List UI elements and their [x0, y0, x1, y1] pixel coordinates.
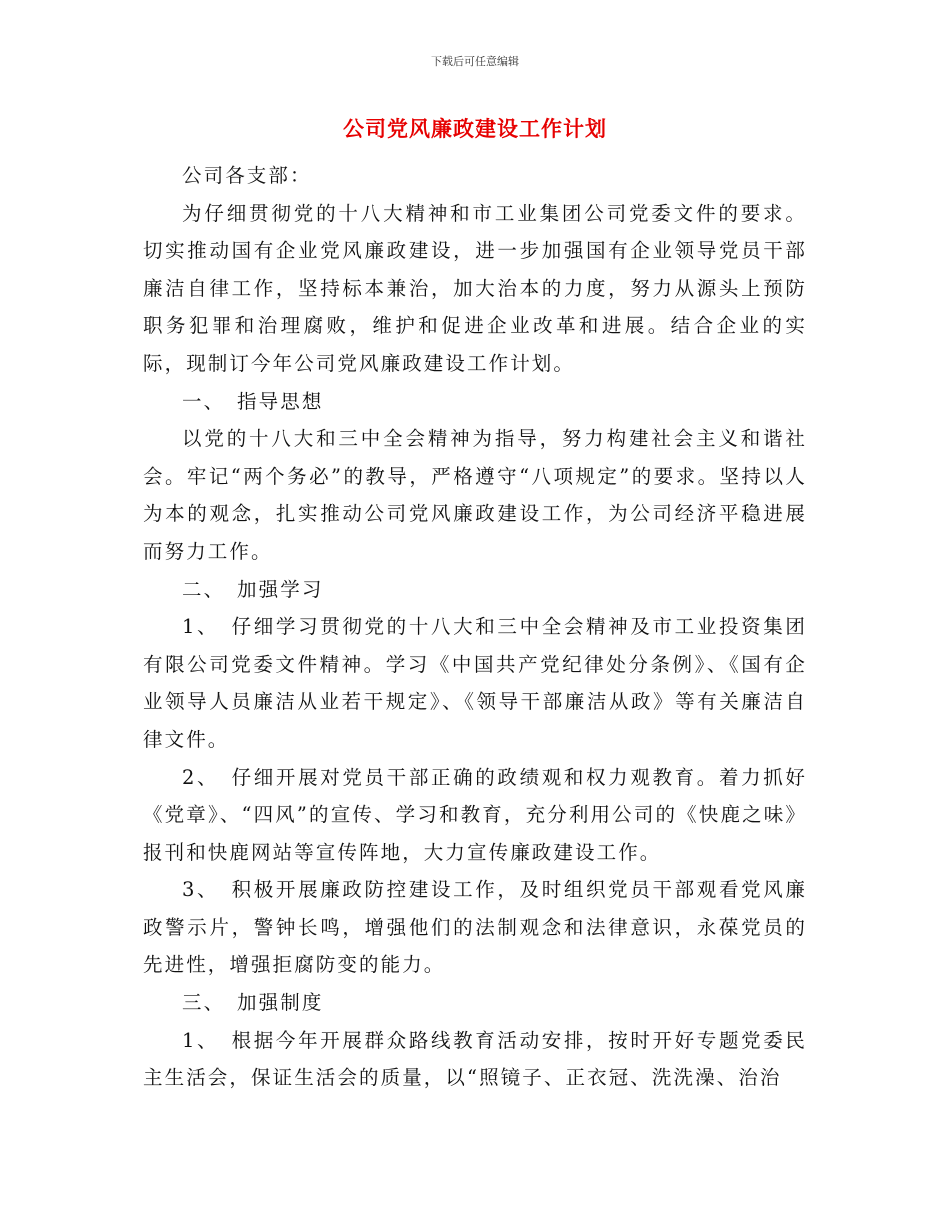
guiding-ideology-paragraph: 以党的十八大和三中全会精神为指导，努力构建社会主义和谐社会。牢记“两个务必”的教导，严格遵守“八项规定”的要求。坚持以人为本的观念，扎实推动公司党风廉政建设工作，为公司经济平稳进展而努力工作。	[143, 427, 807, 563]
section-heading-strengthen-system: 三、 加强制度	[182, 991, 324, 1015]
section-heading-strengthen-study: 二、 加强学习	[182, 577, 324, 601]
study-item-3: 3、 积极开展廉政防控建设工作，及时组织党员干部观看党风廉政警示片，警钟长鸣，增强他们的法制观念和法律意识，永葆党员的先进性，增强拒腐防变的能力。	[143, 878, 807, 977]
section-heading-guiding-ideology: 一、 指导思想	[182, 389, 324, 413]
page-header-note: 下载后可任意编辑	[431, 55, 519, 68]
system-item-1: 1、 根据今年开展群众路线教育活动安排，按时开好专题党委民主生活会，保证生活会的质量，以“照镜子、正衣冠、洗洗澡、治治	[143, 1028, 807, 1090]
document-title: 公司党风廉政建设工作计划	[343, 116, 607, 141]
salutation: 公司各支部：	[182, 164, 312, 187]
intro-paragraph: 为仔细贯彻党的十八大精神和市工业集团公司党委文件的要求。切实推动国有企业党风廉政建设，进一步加强国有企业领导党员干部廉洁自律工作，坚持标本兼治，加大治本的力度，努力从源头上预防职务犯罪和治理腐败，维护和促进企业改革和进展。结合企业的实际，现制订今年公司党风廉政建设工作计划。	[143, 201, 807, 375]
study-item-1: 1、 仔细学习贯彻党的十八大和三中全会精神及市工业投资集团有限公司党委文件精神。学习《中国共产党纪律处分条例》、《国有企业领导人员廉洁从业若干规定》、《领导干部廉洁从政》等有关廉洁自律文件。	[143, 615, 807, 751]
study-item-2: 2、 仔细开展对党员干部正确的政绩观和权力观教育。着力抓好《党章》、“四风”的宣传、学习和教育，充分利用公司的《快鹿之味》报刊和快鹿网站等宣传阵地，大力宣传廉政建设工作。	[143, 765, 807, 864]
document-body	[143, 157, 807, 1097]
